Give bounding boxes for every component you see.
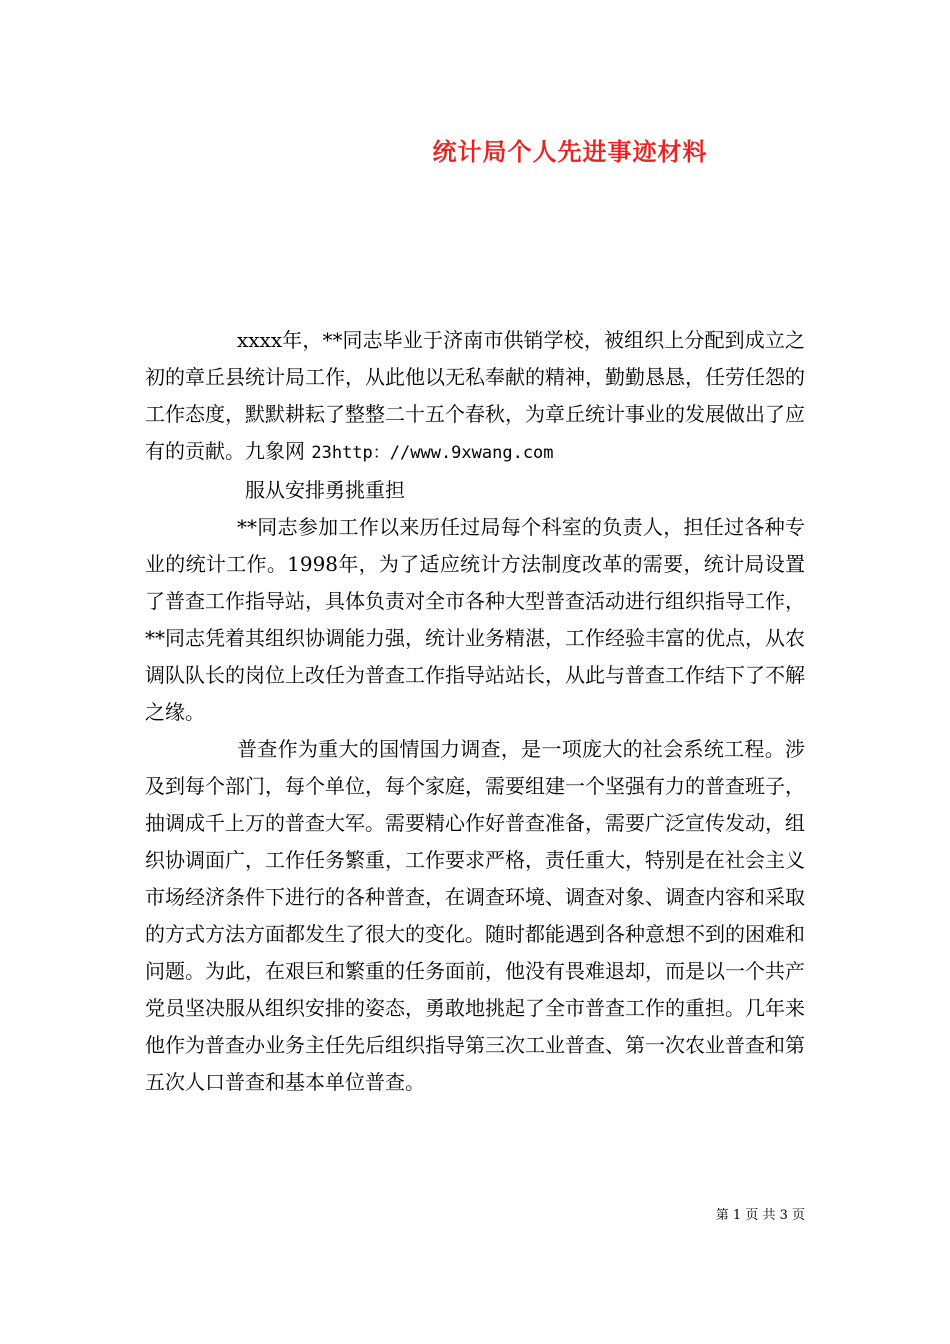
paragraph-intro <box>145 322 805 472</box>
document-title: 统计局个人先进事迹材料 <box>432 137 708 166</box>
page-number: 第 1 页 共 3 页 <box>715 1208 805 1223</box>
section-heading: 服从安排勇挑重担 <box>245 478 405 502</box>
source-url-text: 23http：//www.9xwang.com <box>311 443 554 463</box>
paragraph-career: **同志参加工作以来历任过局每个科室的负责人，担任过各种专业的统计工作。1998年，为了适应统计方法制度改革的需要，统计局设置了普查工作指导站，具体负责对全市各种大型普查活动进行组织指导工作，**同志凭着其组织协调能力强，统计业务精湛，工作经验丰富的优点，从农调队队长的岗位上改任为普查工作指导站站长，从此与普查工作结下了不解之缘。 <box>145 515 805 724</box>
paragraph-intro-text: xxxx年，**同志毕业于济南市供销学校，被组织上分配到成立之初的章丘县统计局工作，从此他以无私奉献的精神，勤勤恳恳，任劳任怨的工作态度，默默耕耘了整整二十五个春秋，为章丘统计事业的发展做出了应有的贡献。九象网 <box>145 328 805 463</box>
paragraph-census: 普查作为重大的国情国力调查，是一项庞大的社会系统工程。涉及到每个部门，每个单位，每个家庭，需要组建一个坚强有力的普查班子，抽调成千上万的普查大军。需要精心作好普查准备，需要广泛宣传发动，组织协调面广，工作任务繁重，工作要求严格，责任重大，特别是在社会主义市场经济条件下进行的各种普查，在调查环境、调查对象、调查内容和采取的方式方法方面都发生了很大的变化。随时都能遇到各种意想不到的困难和问题。为此，在艰巨和繁重的任务面前，他没有畏难退却，而是以一个共产党员坚决服从组织安排的姿态，勇敢地挑起了全市普查工作的重担。几年来他作为普查办业务主任先后组织指导第三次工业普查、第一次农业普查和第五次人口普查和基本单位普查。 <box>145 737 805 1094</box>
document-body <box>145 322 805 1101</box>
